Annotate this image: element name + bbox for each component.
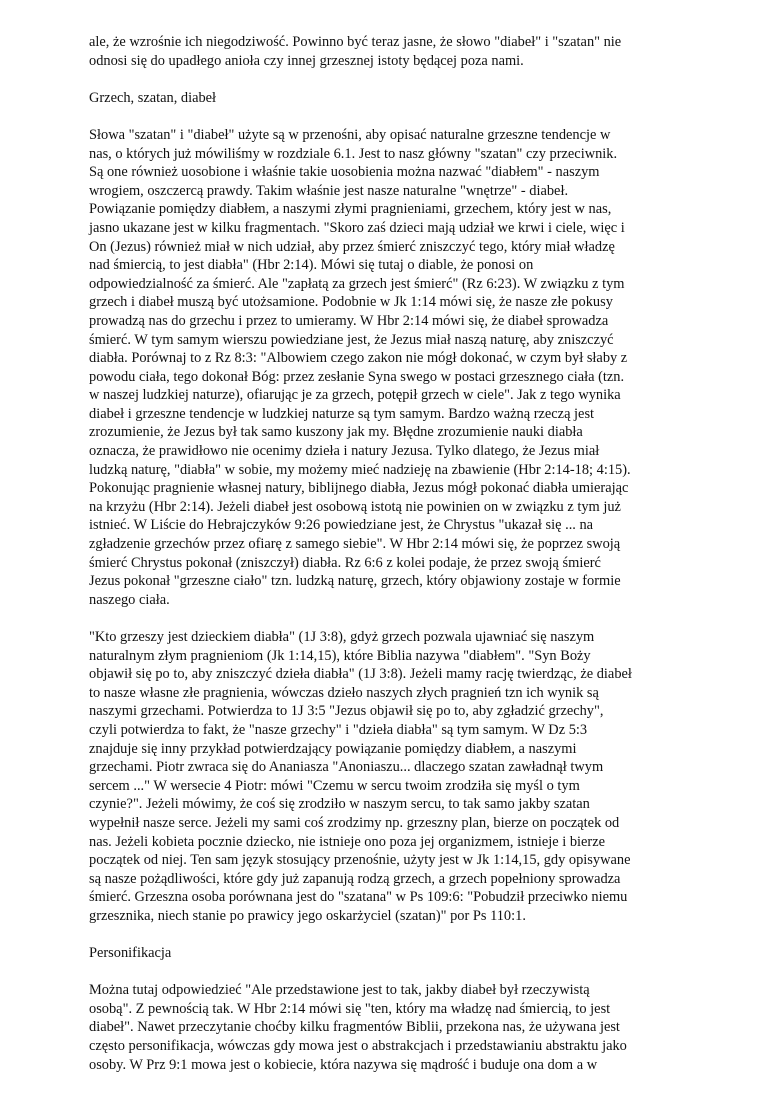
section-heading-personifikacja: Personifikacja bbox=[89, 945, 172, 962]
document-page bbox=[89, 33, 689, 1093]
paragraph-intro: ale, że wzrośnie ich niegodziwość. Powinno być teraz jasne, że słowo "diabeł" i "szatan" nie odnosi się do upadłego anioła czy innej grzesznej istoty będącej poza nami. bbox=[89, 34, 622, 69]
section-heading-grzech-szatan-diabel: Grzech, szatan, diabeł bbox=[89, 89, 217, 106]
paragraph-figurative-meaning: Słowa "szatan" i "diabeł" użyte są w przenośni, aby opisać naturalne grzeszne tendencje w nas, o których już mówiliśmy w rozdziale 6.1. Jest to nasz główny "szatan" czy przeciwnik. Są one również uosobione i właśnie takie uosobienia można nazwać "diabłem" - naszym wrogiem, oszczercą prawdy. Takim właśnie jest nasze naturalne "wnętrze" - diabeł. Powiązanie pomiędzy diabłem, a naszymi złymi pragnieniami, grzechem, który jest w nas, jasno ukazane jest w kilku fragmentach. "Skoro zaś dzieci mają udział we krwi i ciele, więc i On (Jezus) również miał w nich udział, aby przez śmierć zniszczyć tego, który miał władzę nad śmiercią, to jest diabła" (Hbr 2:14). Mówi się tutaj o diable, że ponosi on odpowiedzialność za śmierć. Ale "zapłatą za grzech jest śmierć" (Rz 6:23). W związku z tym grzech i diabeł muszą być utożsamione. Podobnie w Jk 1:14 mówi się, że nasze złe pokusy prowadzą nas do grzechu i przez to umieramy. W Hbr 2:14 mówi się, że diabeł sprowadza śmierć. W tym samym wierszu powiedziane jest, że Jezus miał naszą naturę, aby zniszczyć diabła. Porównaj to z Rz 8:3: "Albowiem czego zakon nie mógł dokonać, w czym był słaby z powodu ciała, tego dokonał Bóg: przez zesłanie Syna swego w postaci grzesznego ciała (tzn. w naszej ludzkiej naturze), ofiarując je za grzech, potępił grzech w ciele". Jak z tego wynika diabeł i grzeszne tendencje w ludzkiej naturze są tym samym. Bardzo ważną rzeczą jest zrozumienie, że Jezus był tak samo kuszony jak my. Błędne zrozumienie nauki diabła oznacza, że prawidłowo nie ocenimy dzieła i natury Jezusa. Tylko dlatego, że Jezus miał ludzką naturę, "diabła" w sobie, my możemy mieć nadzieję na zbawienie (Hbr 2:14-18; 4:15). Pokonując pragnienie własnej natury, biblijnego diabła, Jezus mógł pokonać diabła umierając na krzyżu (Hbr 2:14). Jeżeli diabeł jest osobową istotą nie powinien on w związku z tym już istnieć. W Liście do Hebrajczyków 9:26 powiedziane jest, że Chrystus "ukazał się ... na zgładzenie grzechów przez ofiarę z samego siebie". W Hbr 2:14 mówi się, że poprzez swoją śmierć Chrystus pokonał (zniszczył) diabła. Rz 6:6 z kolei podaje, że przez swoją śmierć Jezus pokonał "grzeszne ciało" tzn. ludzką naturę, grzech, który objawiony zostaje w formie naszego ciała. bbox=[89, 126, 631, 608]
paragraph-child-of-devil: "Kto grzeszy jest dzieckiem diabła" (1J 3:8), gdyż grzech pozwala ujawniać się naszym naturalnym złym pragnieniom (Jk 1:14,15), które Biblia nazywa "diabłem". "Syn Boży objawił się po to, aby zniszczyć dzieła diabła" (1J 3:8). Jeżeli mamy rację twierdząc, że diabeł to nasze własne złe pragnienia, wówczas dzieło naszych złych pragnień tzn ich wynik są naszymi grzechami. Potwierdza to 1J 3:5 "Jezus objawił się po to, aby zgładzić grzechy", czyli potwierdza to fakt, że "nasze grzechy" i "dzieła diabła" są tym samym. W Dz 5:3 znajduje się inny przykład potwierdzający powiązanie pomiędzy diabłem, a naszymi grzechami. Piotr zwraca się do Ananiasza "Anoniaszu... dlaczego szatan zawładnął twym sercem ..." W wersecie 4 Piotr: mówi "Czemu w sercu twoim zrodziła się myśl o tym czynie?". Jeżeli mówimy, że coś się zrodziło w naszym sercu, to tak samo jakby szatan wypełnił nasze serce. Jeżeli my sami coś zrodzimy np. grzeszny plan, bierze on początek od nas. Jeżeli kobieta pocznie dziecko, nie istnieje ono poza jej organizmem, istnieje i bierze początek od niej. Ten sam język stosujący przenośnie, użyty jest w Jk 1:14,15, gdy opisywane są nasze pożądliwości, które gdy już zapanują rodzą grzech, a grzech popełniony sprowadza śmierć. Grzeszna osoba porównana jest do "szatana" w Ps 109:6: "Pobudził przeciwko niemu grzesznika, niech stanie po prawicy jego oskarżyciel (szatan)" por Ps 110:1. bbox=[89, 629, 632, 924]
paragraph-personification: Można tutaj odpowiedzieć "Ale przedstawione jest to tak, jakby diabeł był rzeczywistą osobą". Z pewnością tak. W Hbr 2:14 mówi się "ten, który ma władzę nad śmiercią, to jest diabeł". Nawet przeczytanie choćby kilku fragmentów Biblii, przekona nas, że używana jest często personifikacja, wówczas gdy mowa jest o abstrakcjach i przedstawianiu abstraktu jako osoby. W Prz 9:1 mowa jest o kobiecie, która nazywa się mądrość i buduje ona dom a w bbox=[89, 982, 627, 1073]
